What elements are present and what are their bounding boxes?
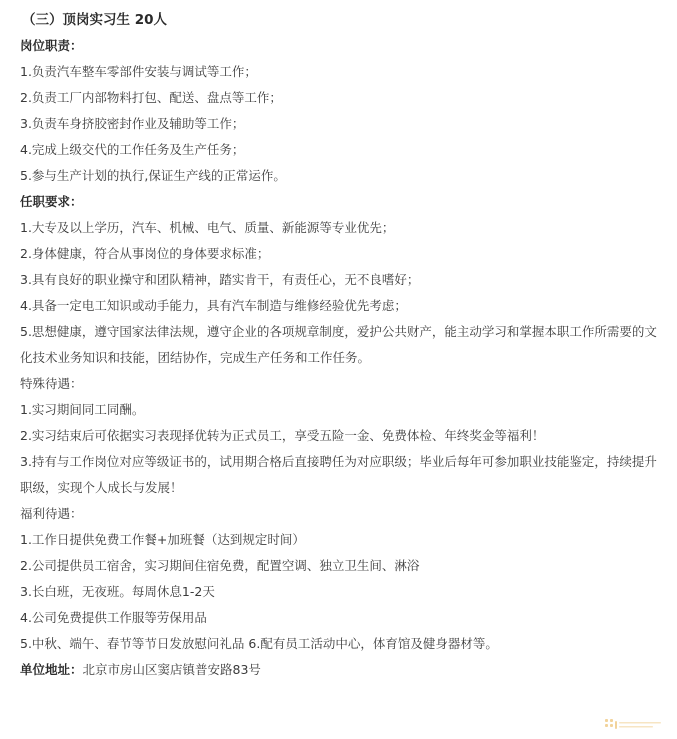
special-section: [20, 375, 660, 501]
special-heading: 特殊待遇：: [20, 376, 83, 391]
job-posting-document: [20, 10, 660, 679]
special-item: 2.实习结束后可依据实习表现择优转为正式员工，享受五险一金、免费体检、年终奖金等福利！: [20, 428, 545, 443]
requirements-section: [20, 193, 660, 371]
special-item: 3.持有与工作岗位对应等级证书的，试用期合格后直接聘任为对应职级；毕业后每年可参加职业技能鉴定，持续提升职级，实现个人成长与发展！: [20, 454, 657, 495]
address-value: 北京市房山区窦店镇普安路83号: [82, 662, 261, 677]
welfare-section: [20, 505, 660, 653]
duties-heading: 岗位职责：: [20, 38, 83, 53]
special-item: 1.实习期间同工同酬。: [20, 402, 145, 417]
duty-item: 3.负责车身挤胶密封作业及辅助等工作；: [20, 116, 245, 131]
requirement-item: 5.思想健康，遵守国家法律法规，遵守企业的各项规章制度，爱护公共财产，能主动学习和掌握本职工作所需要的文化技术业务知识和技能，团结协作，完成生产任务和工作任务。: [20, 324, 657, 365]
welfare-item: 3.长白班，无夜班。每周休息1-2天: [20, 584, 215, 599]
duty-item: 2.负责工厂内部物料打包、配送、盘点等工作；: [20, 90, 282, 105]
requirement-item: 3.具有良好的职业操守和团队精神，踏实肯干，有责任心，无不良嗜好；: [20, 272, 420, 287]
welfare-item: 1.工作日提供免费工作餐+加班餐（达到规定时间）: [20, 532, 305, 547]
welfare-item: 4.公司免费提供工作服等劳保用品: [20, 610, 207, 625]
requirement-item: 2.身体健康，符合从事岗位的身体要求标准；: [20, 246, 270, 261]
duties-section: [20, 37, 660, 185]
requirement-item: 4.具备一定电工知识或动手能力，具有汽车制造与维修经验优先考虑；: [20, 298, 407, 313]
duty-item: 4.完成上级交代的工作任务及生产任务；: [20, 142, 245, 157]
watermark-logo-icon: [605, 717, 663, 733]
welfare-item: 5.中秋、端午、春节等节日发放慰问礼品 6.配有员工活动中心，体育馆及健身器材等。: [20, 636, 498, 651]
welfare-item: 2.公司提供员工宿舍，实习期间住宿免费，配置空调、独立卫生间、淋浴: [20, 558, 420, 573]
section-title: （三）顶岗实习生 20人: [22, 12, 167, 28]
requirements-heading: 任职要求：: [20, 194, 83, 209]
welfare-heading: 福利待遇：: [20, 506, 83, 521]
duty-item: 1.负责汽车整车零部件安装与调试等工作；: [20, 64, 257, 79]
requirement-item: 1.大专及以上学历，汽车、机械、电气、质量、新能源等专业优先；: [20, 220, 395, 235]
duty-item: 5.参与生产计划的执行,保证生产线的正常运作。: [20, 168, 286, 183]
address-line: [20, 661, 660, 679]
address-label: 单位地址：: [20, 662, 83, 677]
